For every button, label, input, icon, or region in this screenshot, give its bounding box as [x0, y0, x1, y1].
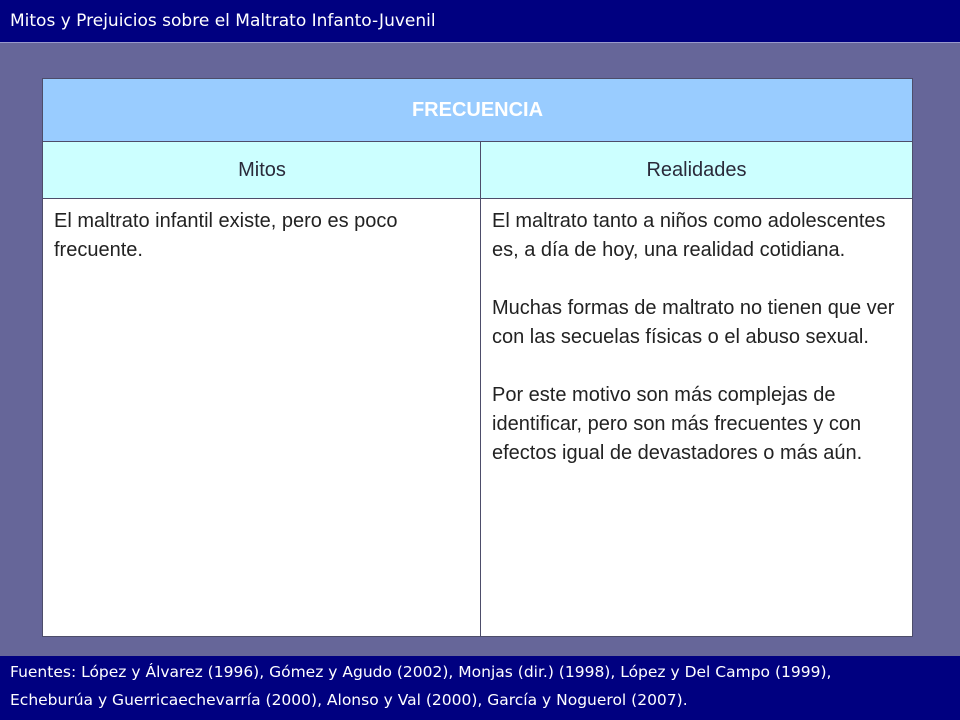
- reality-cell: [492, 207, 902, 468]
- slide-header: [0, 0, 960, 43]
- reality-paragraph-2: Muchas formas de maltrato no tienen que ver con las secuelas físicas o el abuso sexual.: [492, 297, 895, 348]
- slide-title: Mitos y Prejuicios sobre el Maltrato Infanto-Juvenil: [10, 11, 436, 31]
- myth-text: El maltrato infantil existe, pero es poco frecuente.: [54, 210, 398, 261]
- myth-cell: [54, 207, 469, 265]
- table-header-row: [43, 142, 912, 199]
- reality-paragraph-3: Por este motivo son más complejas de identificar, pero son más frecuentes y con efectos igual de devastadores o más aún.: [492, 384, 863, 464]
- table-title: FRECUENCIA: [43, 79, 912, 142]
- frequency-table: [42, 78, 913, 637]
- sources-footer: [0, 656, 960, 720]
- column-divider: [480, 142, 481, 636]
- reality-paragraph-1: El maltrato tanto a niños como adolescentes es, a día de hoy, una realidad cotidiana.: [492, 210, 886, 261]
- sources-line-2: Echeburúa y Guerricaechevarría (2000), Alonso y Val (2000), García y Noguerol (2007).: [10, 691, 688, 709]
- column-header-realidades: Realidades: [646, 159, 747, 181]
- column-header-mitos: Mitos: [238, 159, 286, 181]
- sources-line-1: Fuentes: López y Álvarez (1996), Gómez y Agudo (2002), Monjas (dir.) (1998), López y Del Campo (1999),: [10, 663, 832, 681]
